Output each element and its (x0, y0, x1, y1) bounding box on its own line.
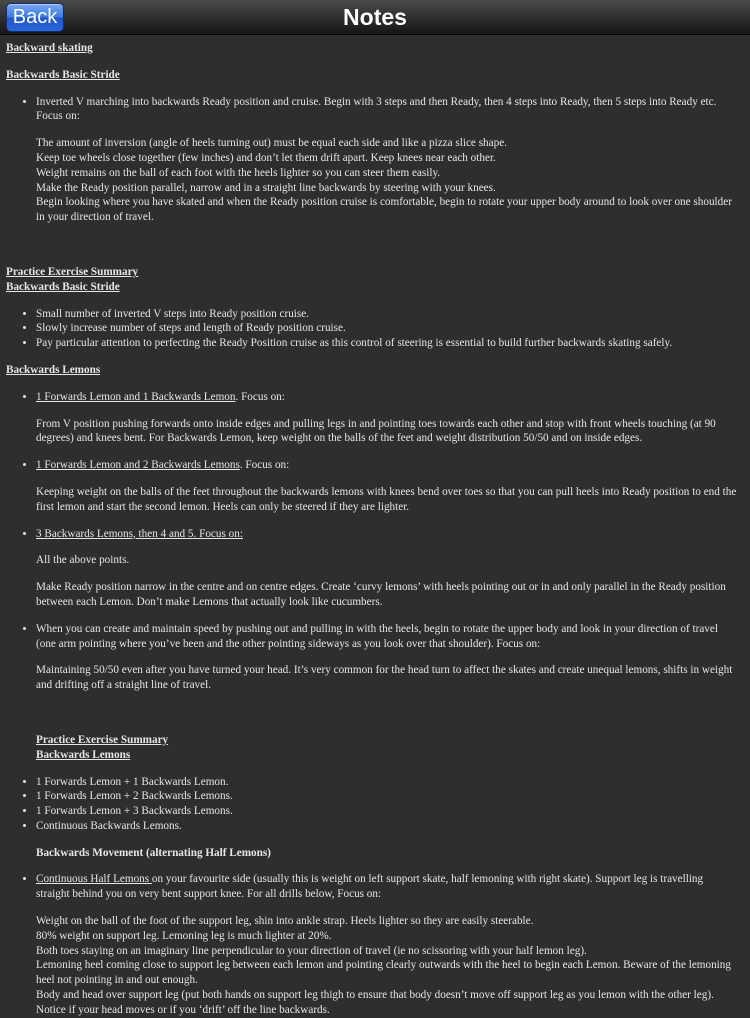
list-item (36, 872, 738, 902)
bullet-list (6, 307, 738, 351)
drill-link: 1 Forwards Lemon and 2 Backwards Lemons (36, 459, 240, 472)
list-item: • Continuous Backwards Lemons. (36, 819, 738, 834)
summary-subheading: Backwards Basic Stride (6, 280, 120, 293)
list-item: • When you can create and maintain speed by pushing out and pulling in with the heels, begin to rotate the upper body and look in your direction of travel (one arm pointing where you’ve been and the other pointing sideways as you look over that shoulder). Focus on: (36, 622, 738, 652)
summary-block (6, 733, 738, 763)
list-item: • Slowly increase number of steps and length of Ready position cruise. (36, 321, 738, 336)
drill-text: . Focus on: (239, 459, 290, 472)
note-line: Both toes staying on an imaginary line perpendicular to your direction of travel (ie no scissoring with your half lemon leg). (36, 944, 587, 957)
note-line: 80% weight on support leg. Lemoning leg is much lighter at 20%. (36, 929, 332, 942)
bullet-list (6, 527, 738, 542)
list-item: • 1 Forwards Lemon + 1 Backwards Lemon. (36, 775, 738, 790)
drill-link: 3 Backwards Lemons, then 4 and 5. Focus on: (36, 527, 243, 540)
section-heading: Backwards Movement (alternating Half Lemons) (36, 846, 271, 859)
summary-heading: Practice Exercise Summary (36, 733, 169, 746)
page-title: Notes (343, 4, 407, 30)
paragraph: All the above points. (36, 554, 130, 567)
paragraph: From V position pushing forwards onto inside edges and pulling legs in and pointing toes towards each other and stop with front wheels touching (at 90 degrees) and knees bent. For Backwards Lemon, keep weight on the balls of the feet and weight distribution 50/50 and on inside edges. (36, 417, 716, 445)
list-item (36, 527, 738, 542)
paragraph: Keeping weight on the balls of the feet throughout the backwards lemons with knees bend over toes so that you can pull heels into Ready position to end the first lemon and start the second lemon. Heels can only be steered if they are lighter. (36, 485, 737, 513)
bullet-list (6, 390, 738, 405)
note-line: Weight remains on the ball of each foot with the heels lighter so you can steer them easily. (36, 166, 441, 179)
section-heading: Backward skating (6, 42, 93, 54)
note-line: Body and head over support leg (put both hands on support leg thigh to ensure that body doesn’t move off support leg as you lemon with the other leg). Notice if your head moves or if you ‘drift’ off the line backwards. (36, 989, 714, 1016)
focus-notes (6, 136, 738, 225)
list-item: • Inverted V marching into backwards Ready position and cruise. Begin with 3 steps and then Ready, then 4 steps into Ready, then 5 steps into Ready etc. Focus on: (36, 95, 738, 125)
note-line: Keep toe wheels close together (few inches) and don’t let them drift apart. Keep knees near each other. (36, 151, 496, 164)
note-line: Lemoning heel coming close to support leg between each lemon and pointing clearly outwards with the heel to begin each Lemon. Beware of the lemoning heel not pointing in and out enough. (36, 959, 731, 987)
list-item: • Pay particular attention to perfecting the Ready Position cruise as this control of steering is essential to build further backwards skating safely. (36, 336, 738, 351)
note-line: Weight on the ball of the foot of the support leg, shin into ankle strap. Heels lighter so they are easily steerable. (36, 915, 534, 928)
summary-heading: Practice Exercise Summary (6, 265, 139, 278)
list-item: • Small number of inverted V steps into Ready position cruise. (36, 307, 738, 322)
drill-link: Continuous Half Lemons (36, 873, 152, 886)
back-button[interactable]: Back (6, 3, 64, 32)
navigation-bar (0, 0, 750, 35)
bullet-list (6, 622, 738, 652)
list-item: • 1 Forwards Lemon + 2 Backwards Lemons. (36, 789, 738, 804)
list-item: • 1 Forwards Lemon + 3 Backwards Lemons. (36, 804, 738, 819)
note-line: Make the Ready position parallel, narrow and in a straight line backwards by steering with your knees. (36, 181, 496, 194)
focus-notes (6, 914, 738, 1018)
drill-text: . Focus on: (235, 390, 285, 403)
bullet-list (6, 458, 738, 473)
bullet-list (6, 872, 738, 902)
paragraph: Maintaining 50/50 even after you have turned your head. It’s very common for the head turn to affect the skates and create unequal lemons, shifts in weight and drifting off a straight line of travel. (36, 664, 733, 692)
drill-link: 1 Forwards Lemon and 1 Backwards Lemon (36, 390, 236, 403)
note-line: Begin looking where you have skated and when the Ready position cruise is comfortable, begin to rotate your upper body around to look over one shoulder in your direction of travel. (36, 196, 732, 224)
section-heading: Backwards Basic Stride (6, 68, 120, 81)
notes-content (6, 41, 738, 1018)
paragraph: Make Ready position narrow in the centre and on centre edges. Create ‘curvy lemons’ with heels pointing out or in and only parallel in the Ready position between each Lemon. Don’t make Lemons that actually look like cucumbers. (36, 581, 726, 608)
drill-text: on your favourite side (usually this is weight on left support skate, half lemoning with right skate). Support leg is travelling straight behind you on very bent support knee. For all drills below, Focus on: (36, 873, 704, 901)
bullet-list (6, 775, 738, 834)
bullet-list (6, 95, 738, 125)
section-heading: Backwards Lemons (6, 363, 101, 376)
note-line: The amount of inversion (angle of heels turning out) must be equal each side and like a pizza slice shape. (36, 137, 507, 150)
list-item (36, 390, 738, 405)
summary-subheading: Backwards Lemons (36, 748, 131, 761)
list-item (36, 458, 738, 473)
